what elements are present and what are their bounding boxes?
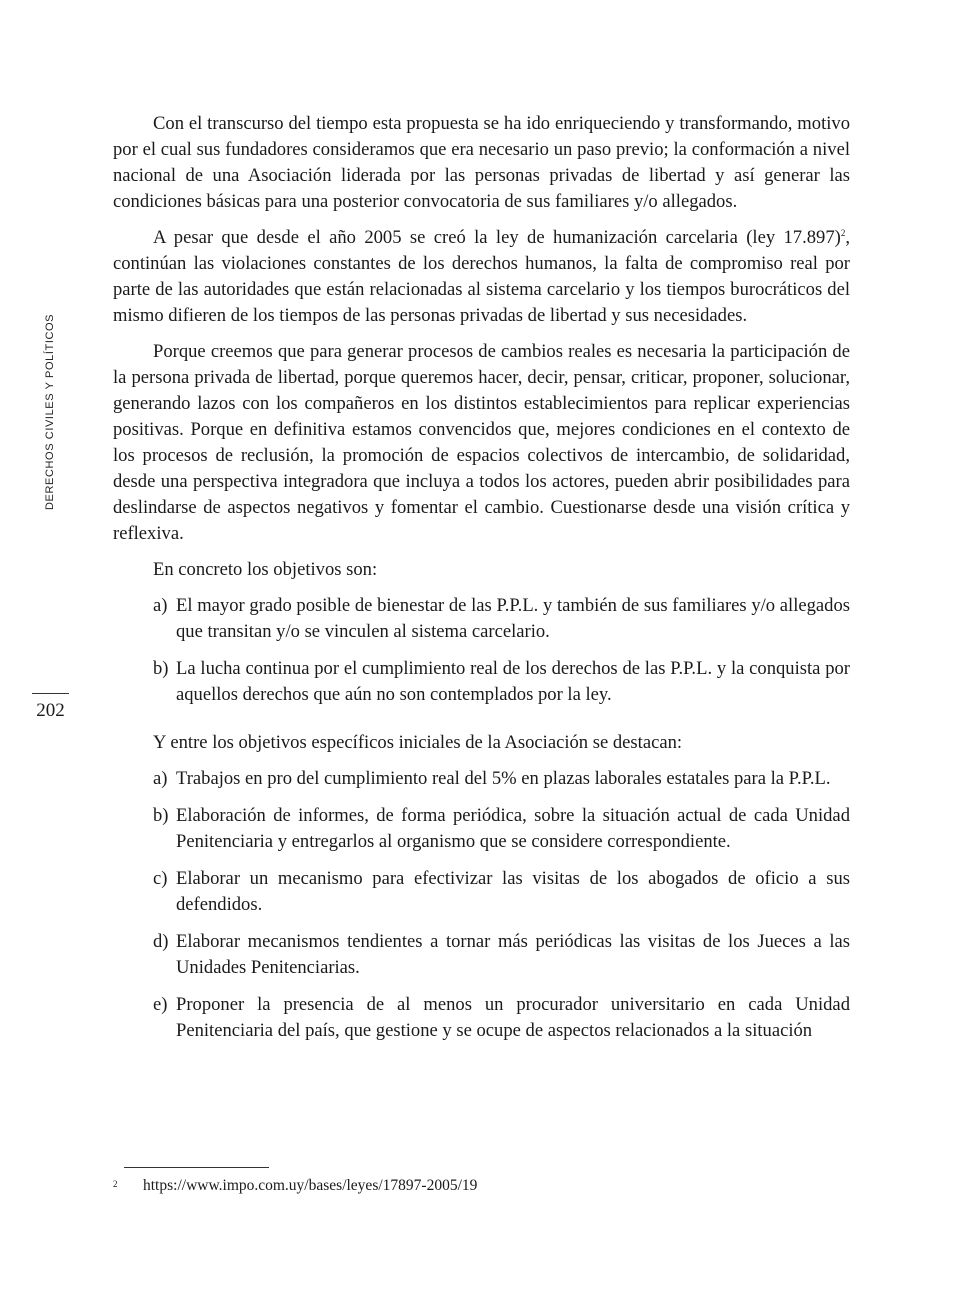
paragraph-text: , continúan las violaciones constantes de los derechos humanos, la falta de compromiso real por parte de las autoridades que están relacionadas al sistema carcelario y los tiempos burocráticos del mismo difieren de los tiempos de las personas privadas de libertad y sus necesidades.: [113, 227, 850, 326]
list-item-text: El mayor grado posible de bienestar de las P.P.L. y también de sus familiares y/o allegados que transitan y/o se vinculen al sistema carcelario.: [176, 595, 850, 642]
footnote-separator: [124, 1167, 269, 1168]
specific-objectives-intro: Y entre los objetivos específicos iniciales de la Asociación se destacan:: [153, 732, 683, 753]
list-item: [113, 992, 850, 1044]
footnote-link[interactable]: https://www.impo.com.uy/bases/leyes/17897-2005/19: [143, 1177, 478, 1194]
footnote-number: 2: [113, 1179, 118, 1189]
list-item: [113, 803, 850, 855]
footnote-reference[interactable]: 2: [840, 228, 846, 238]
list-marker: a): [153, 595, 168, 616]
list-item-text: Elaboración de informes, de forma periódica, sobre la situación actual de cada Unidad Penitenciaria y entregarlos al organismo que se considere correspondiente.: [176, 805, 850, 852]
list-item: [113, 593, 850, 645]
specific-objectives-list: [113, 766, 850, 1044]
list-marker: e): [153, 994, 168, 1015]
body-text: [113, 111, 850, 1055]
paragraph-text: A pesar que desde el año 2005 se creó la ley de humanización carcelaria (ley 17.897): [153, 227, 841, 248]
list-item-text: Proponer la presencia de al menos un procurador universitario en cada Unidad Penitenciaria del país, que gestione y se ocupe de aspectos relacionados a la situación: [176, 994, 850, 1041]
list-item-text: Trabajos en pro del cumplimiento real del 5% en plazas laborales estatales para la P.P.L.: [176, 768, 831, 789]
list-marker: d): [153, 931, 169, 952]
list-item-text: Elaborar un mecanismo para efectivizar las visitas de los abogados de oficio a sus defendidos.: [176, 868, 850, 915]
paragraph: Porque creemos que para generar procesos de cambios reales es necesaria la participación de la persona privada de libertad, porque queremos hacer, decir, pensar, criticar, proponer, solucionar, generando lazos con los compañeros en los distintos establecimientos para replicar experiencias positivas. Porque en definitiva estamos convencidos que, mejores condiciones en el contexto de los procesos de reclusión, la promoción de espacios colectivos de intercambio, de solidaridad, desde una perspectiva integradora que incluya a todos los actores, pueden abrir posibilidades para deslindarse de aspectos negativos y fomentar el cambio. Cuestionarse desde una visión crítica y reflexiva.: [113, 341, 850, 544]
objectives-list: [113, 593, 850, 708]
list-marker: b): [153, 658, 169, 679]
page-number-rule: [32, 693, 69, 694]
list-item-text: Elaborar mecanismos tendientes a tornar más periódicas las visitas de los Jueces a las Unidades Penitenciarias.: [176, 931, 850, 978]
paragraph: Con el transcurso del tiempo esta propuesta se ha ido enriqueciendo y transformando, motivo por el cual sus fundadores consideramos que era necesario un paso previo; la conformación a nivel nacional de una Asociación liderada por las personas privadas de libertad y así generar las condiciones básicas para una posterior convocatoria de sus familiares y/o allegados.: [113, 113, 850, 212]
list-marker: a): [153, 768, 168, 789]
list-marker: c): [153, 868, 168, 889]
list-marker: b): [153, 805, 169, 826]
list-item: [113, 656, 850, 708]
paragraph: [113, 225, 850, 329]
page-number: 202: [36, 700, 65, 721]
list-item-text: La lucha continua por el cumplimiento real de los derechos de las P.P.L. y la conquista por aquellos derechos que aún no son contemplados por la ley.: [176, 658, 850, 705]
list-item: [113, 766, 850, 792]
list-item: [113, 866, 850, 918]
list-item: [113, 929, 850, 981]
objectives-intro: En concreto los objetivos son:: [153, 559, 378, 580]
running-section-title: DERECHOS CIVILES Y POLÍTICOS: [44, 313, 56, 510]
